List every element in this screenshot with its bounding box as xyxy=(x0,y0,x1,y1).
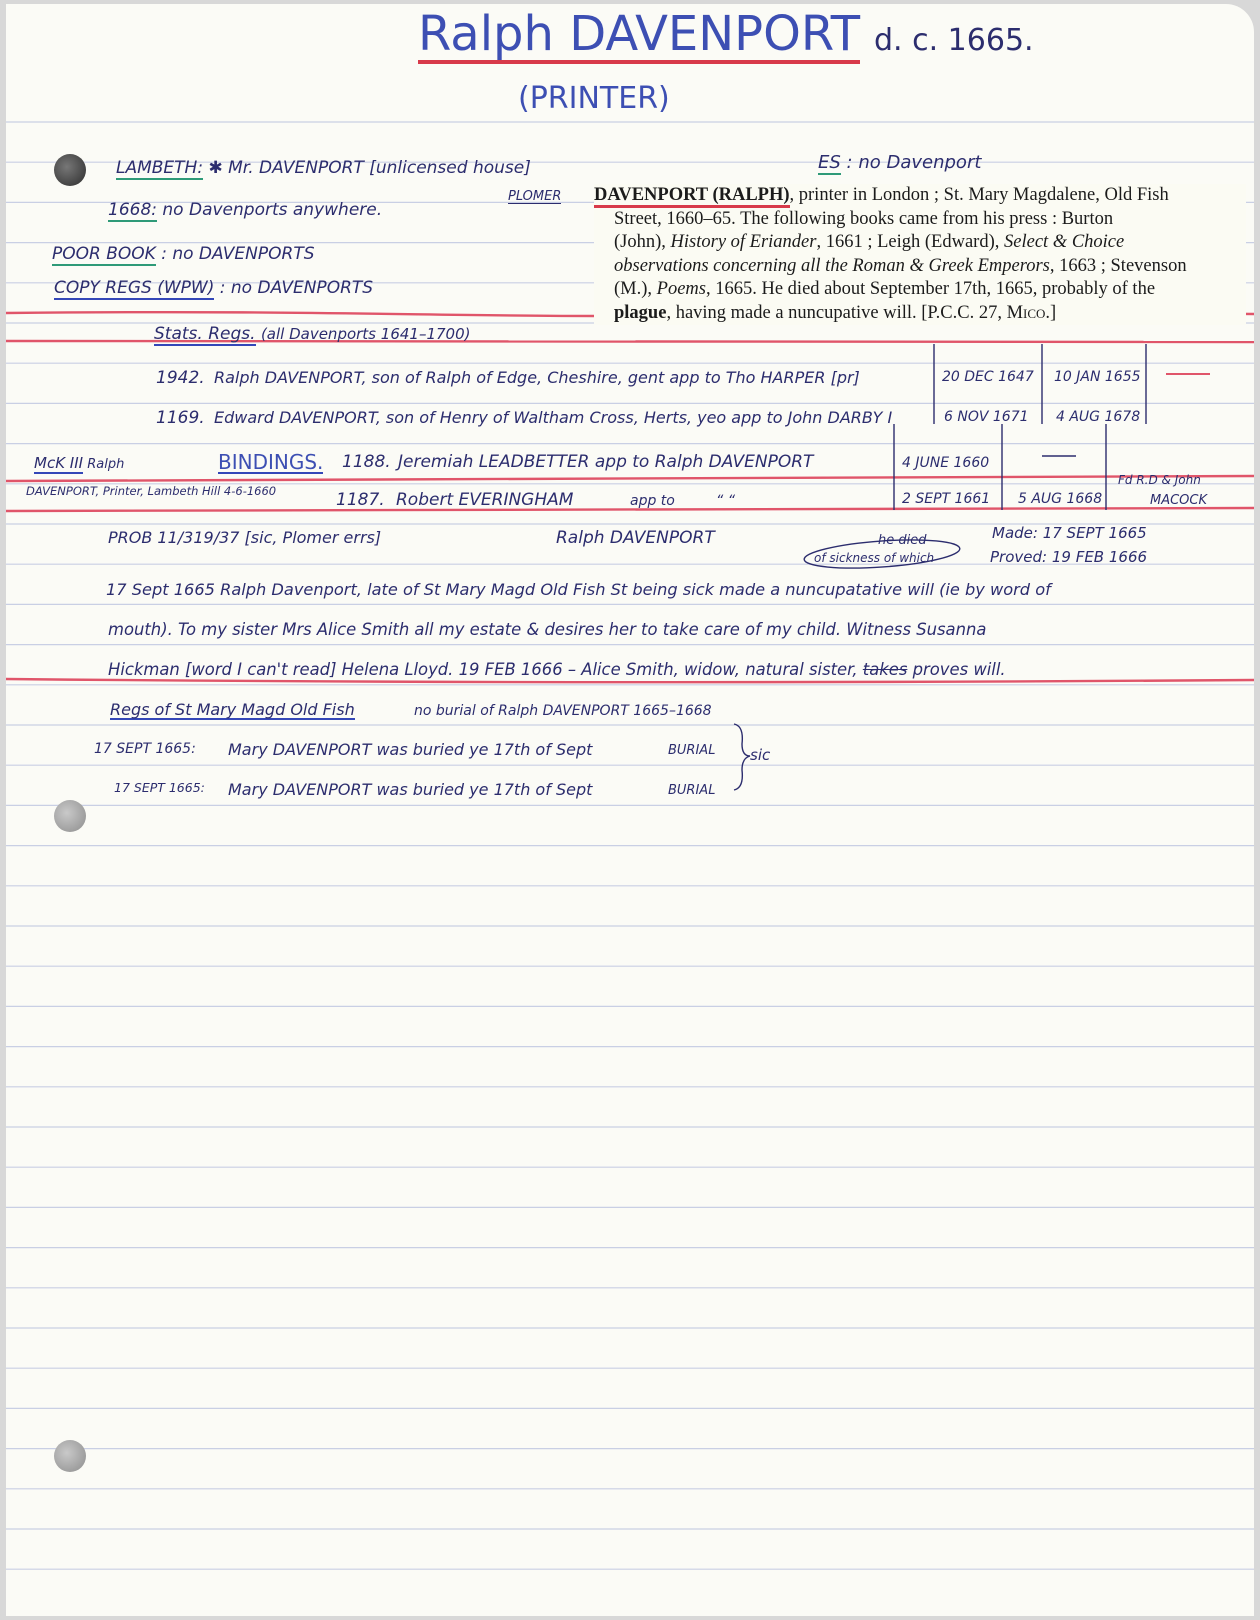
copy-regs-text: : no DAVENPORTS xyxy=(219,278,374,298)
regs-heading: Regs of St Mary Magd Old Fish xyxy=(110,700,355,719)
copy-regs-note xyxy=(54,280,373,297)
probate-insertion-top: he died xyxy=(878,533,927,548)
bindings-row-ditto: “ “ xyxy=(716,493,735,509)
stats-row-date1: 20 DEC 1647 xyxy=(942,369,1034,385)
regs-sic: sic xyxy=(750,746,771,764)
probate-made: Made: 17 SEPT 1665 xyxy=(992,524,1147,542)
stats-row-text: Ralph DAVENPORT, son of Ralph of Edge, Cheshire, gent app to Tho HARPER [pr] xyxy=(214,368,860,387)
bindings-heading: BINDINGS. xyxy=(218,450,324,474)
punch-hole-3 xyxy=(54,1440,86,1472)
title-death-date: d. c. 1665. xyxy=(874,23,1034,58)
lambeth-note xyxy=(116,160,531,177)
bindings-row-app: app to xyxy=(630,493,675,509)
punch-hole-2 xyxy=(54,800,86,832)
clip-line-6: plague, having made a nuncupative will. [P.C.C. 27, Mico.] xyxy=(614,302,1057,323)
stats-row-number: 1942. xyxy=(156,368,205,388)
clip-line-1: DAVENPORT (RALPH), printer in London ; St. Mary Magdalene, Old Fish xyxy=(594,184,1246,208)
bindings-row-date1: 2 SEPT 1661 xyxy=(902,491,991,507)
probate-line-2: mouth). To my sister Mrs Alice Smith all my estate & desires her to take care of my child. Witness Susanna xyxy=(108,620,987,639)
clip-line-5: (M.), Poems, 1665. He died about September 17th, 1665, probably of the xyxy=(614,279,1156,299)
plomer-clipping xyxy=(594,184,1246,325)
clip-line-2: Street, 1660–65. The following books came from his press : Burton xyxy=(614,208,1114,229)
bracket xyxy=(734,724,750,790)
regs-entry-type: BURIAL xyxy=(668,783,716,798)
regs-entry-date: 17 SEPT 1665: xyxy=(114,780,205,795)
regs-entry-type: BURIAL xyxy=(668,743,716,758)
regs-note: no burial of Ralph DAVENPORT 1665–1668 xyxy=(414,703,712,719)
mck-label: McK III xyxy=(34,454,84,472)
clip-line-3: (John), History of Eriander, 1661 ; Leigh (Edward), Select & Choice xyxy=(614,232,1125,252)
plomer-label: PLOMER xyxy=(508,189,562,204)
bindings-row-note: MACOCK xyxy=(1150,493,1208,508)
probate-reference: PROB 11/319/37 [sic, Plomer errs] xyxy=(108,528,382,547)
struck-word: takes xyxy=(862,660,908,679)
stats-regs-heading xyxy=(154,326,470,343)
year-1668-label: 1668: xyxy=(108,200,157,220)
stats-row-text: Edward DAVENPORT, son of Henry of Waltham Cross, Herts, yeo app to John DARBY I xyxy=(214,408,893,427)
mck-side-line2: DAVENPORT, Printer, Lambeth Hill 4-6-1660 xyxy=(26,484,277,498)
title-occupation: (PRINTER) xyxy=(518,81,670,116)
es-note xyxy=(818,154,981,172)
poor-book-label: POOR BOOK xyxy=(52,244,156,264)
copy-regs-label: COPY REGS (WPW) xyxy=(54,278,215,298)
regs-entry-date: 17 SEPT 1665: xyxy=(94,741,196,757)
probate-proved: Proved: 19 FEB 1666 xyxy=(990,548,1148,566)
es-text: : no Davenport xyxy=(846,152,982,173)
page-title xyxy=(418,6,861,64)
bindings-row-text: Jeremiah LEADBETTER app to Ralph DAVENPORT xyxy=(398,452,814,472)
bindings-row-number: 1188. xyxy=(342,452,391,472)
probate-line-3: Hickman [word I can't read] Helena Lloyd. 19 FEB 1666 – Alice Smith, widow, natural sister, takes proves will. xyxy=(108,660,1006,679)
title-name: Ralph DAVENPORT xyxy=(418,6,861,62)
lambeth-label: LAMBETH: xyxy=(116,158,204,178)
stats-row-date2: 10 JAN 1655 xyxy=(1054,369,1141,385)
stats-regs-sub: (all Davenports 1641–1700) xyxy=(260,325,471,343)
bindings-row-note: Fd R.D & John xyxy=(1118,473,1201,487)
bindings-row-text: Robert EVERINGHAM xyxy=(396,490,574,510)
year-1668-text: no Davenports anywhere. xyxy=(162,200,383,220)
year-1668-note xyxy=(108,202,382,219)
bindings-row-date1: 4 JUNE 1660 xyxy=(902,455,990,471)
mck-side-note xyxy=(34,456,124,471)
probate-insertion-bottom: of sickness of which xyxy=(814,551,935,565)
stats-row-date2: 4 AUG 1678 xyxy=(1056,409,1141,425)
stats-regs-label: Stats. Regs. xyxy=(154,324,256,344)
es-label: ES xyxy=(818,152,841,173)
clip-surname: DAVENPORT (RALPH) xyxy=(594,185,790,208)
regs-entry-text: Mary DAVENPORT was buried ye 17th of Sept xyxy=(228,780,593,799)
bindings-row-number: 1187. xyxy=(336,490,385,510)
probate-line-1: 17 Sept 1665 Ralph Davenport, late of St Mary Magd Old Fish St being sick made a nuncupatative will (ie by word of xyxy=(106,580,1051,599)
stats-row-date1: 6 NOV 1671 xyxy=(944,409,1029,425)
stats-row-number: 1169. xyxy=(156,408,205,428)
bindings-row-date2: 5 AUG 1668 xyxy=(1018,491,1103,507)
poor-book-text: : no DAVENPORTS xyxy=(161,244,315,264)
red-divider-3 xyxy=(6,476,1254,481)
poor-book-note xyxy=(52,246,315,263)
red-divider-5 xyxy=(6,679,1254,682)
notebook-page xyxy=(6,4,1254,1616)
clip-line-4: observations concerning all the Roman & Greek Emperors, 1663 ; Stevenson xyxy=(614,255,1187,276)
mck-name: Ralph xyxy=(87,457,125,472)
lambeth-text: ✱ Mr. DAVENPORT [unlicensed house] xyxy=(208,158,531,178)
regs-entry-text: Mary DAVENPORT was buried ye 17th of Sept xyxy=(228,740,593,759)
probate-name: Ralph DAVENPORT xyxy=(556,528,715,548)
punch-hole-1 xyxy=(54,154,86,186)
